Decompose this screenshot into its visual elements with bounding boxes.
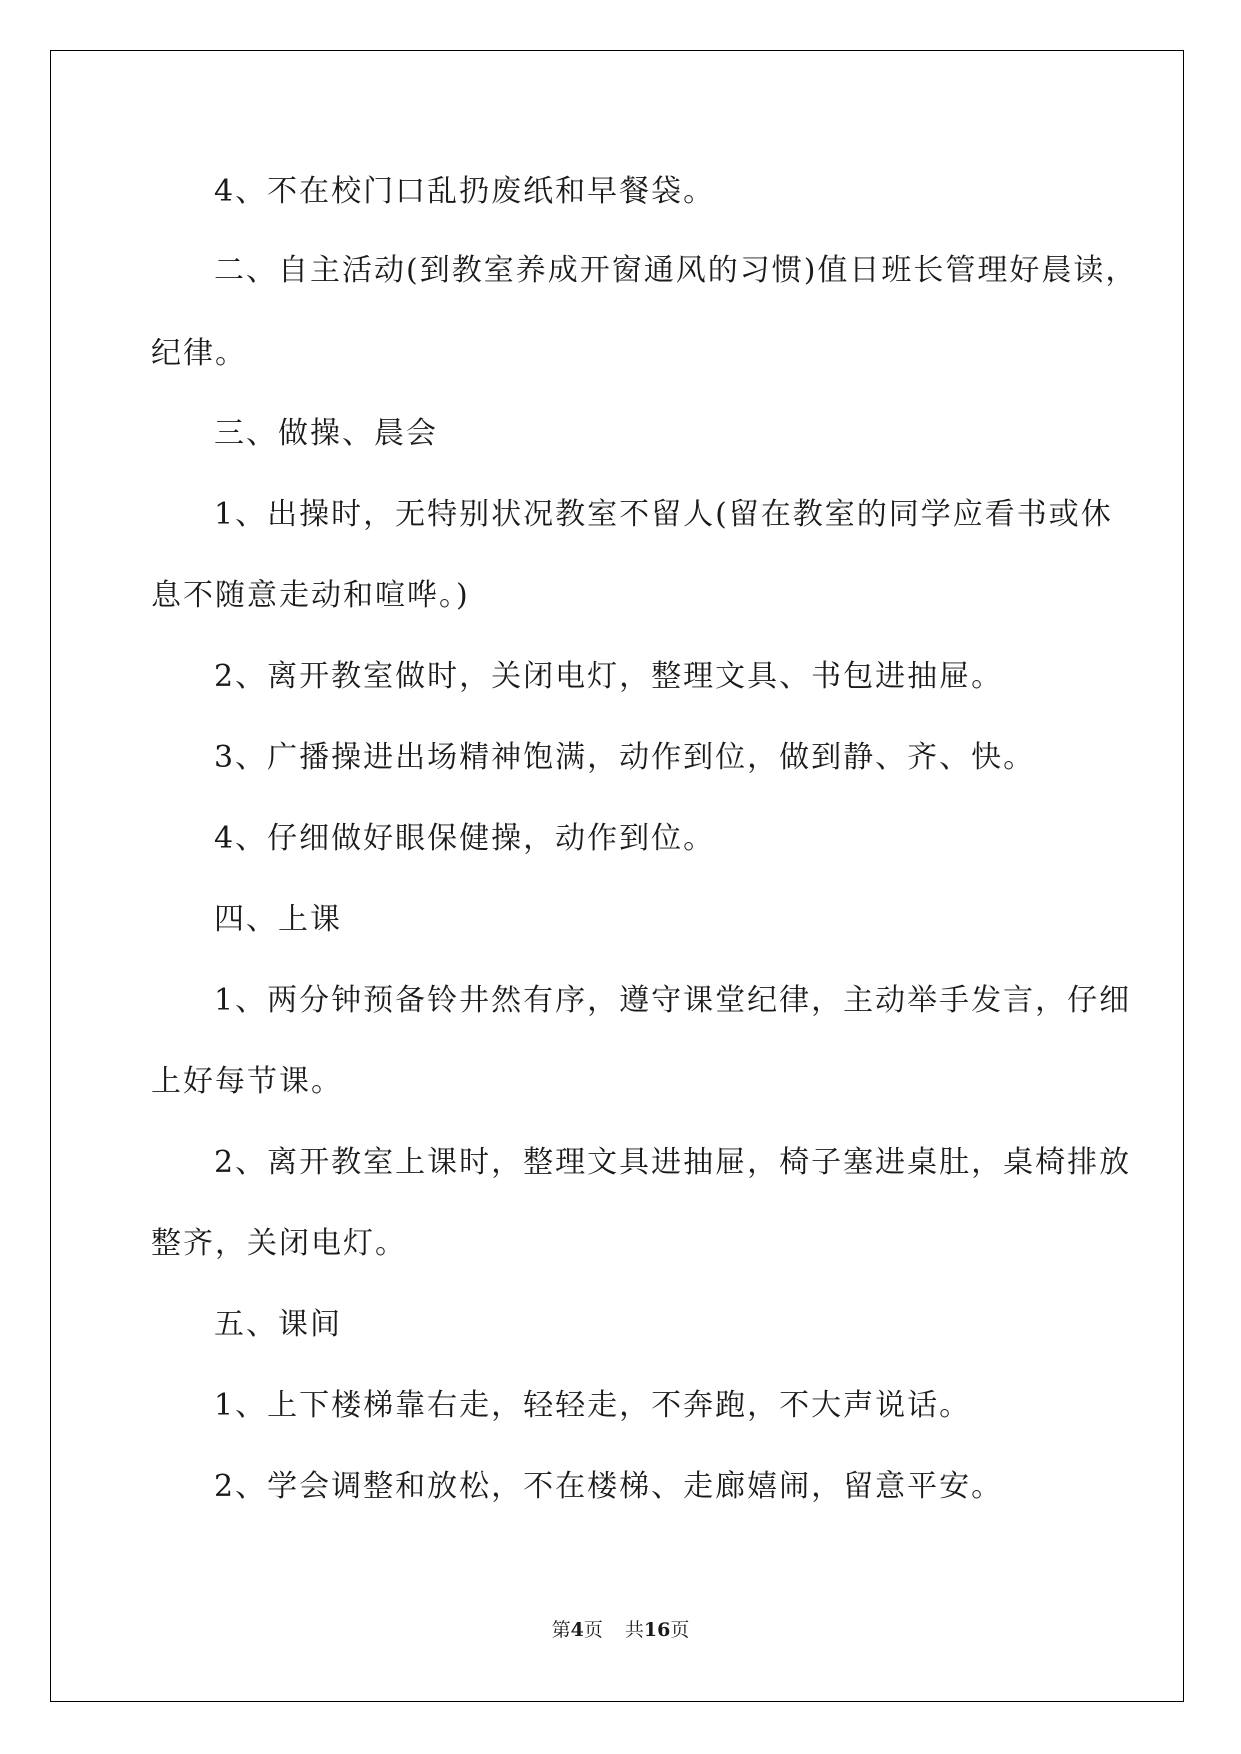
text-line: 2、离开教室做时，关闭电灯，整理文具、书包进抽屉。 <box>214 659 1004 694</box>
page-footer <box>0 1618 1241 1642</box>
text-line: 息不随意走动和喧哗。) <box>151 578 470 613</box>
text-line: 二、自主活动(到教室养成开窗通风的习惯)值日班长管理好晨读， <box>214 253 1138 288</box>
text-line: 1、上下楼梯靠右走，轻轻走，不奔跑，不大声说话。 <box>214 1388 972 1423</box>
total-label-prefix: 共 <box>624 1619 644 1641</box>
text-line: 4、仔细做好眼保健操，动作到位。 <box>214 821 716 856</box>
page-number: 4 <box>570 1619 584 1641</box>
text-line: 2、学会调整和放松，不在楼梯、走廊嬉闹，留意平安。 <box>214 1469 1004 1504</box>
section-heading: 五、课间 <box>214 1307 342 1342</box>
text-line: 2、离开教室上课时，整理文具进抽屉，椅子塞进桌肚，桌椅排放 <box>214 1145 1132 1180</box>
text-line: 上好每节课。 <box>151 1064 343 1099</box>
total-label-suffix: 页 <box>670 1619 690 1641</box>
text-line: 3、广播操进出场精神饱满，动作到位，做到静、齐、快。 <box>214 740 1036 775</box>
page-border <box>50 50 1184 1702</box>
text-line: 1、出操时，无特别状况教室不留人(留在教室的同学应看书或休 <box>214 497 1113 532</box>
page-label-prefix: 第 <box>551 1619 571 1641</box>
text-line: 4、不在校门口乱扔废纸和早餐袋。 <box>214 174 716 209</box>
section-heading: 四、上课 <box>214 902 342 937</box>
text-line: 纪律。 <box>151 336 247 371</box>
page-label-suffix: 页 <box>583 1619 603 1641</box>
text-line: 1、两分钟预备铃井然有序，遵守课堂纪律，主动举手发言，仔细 <box>214 983 1132 1018</box>
total-pages: 16 <box>643 1619 671 1641</box>
section-heading: 三、做操、晨会 <box>214 416 438 451</box>
text-line: 整齐，关闭电灯。 <box>151 1226 407 1261</box>
